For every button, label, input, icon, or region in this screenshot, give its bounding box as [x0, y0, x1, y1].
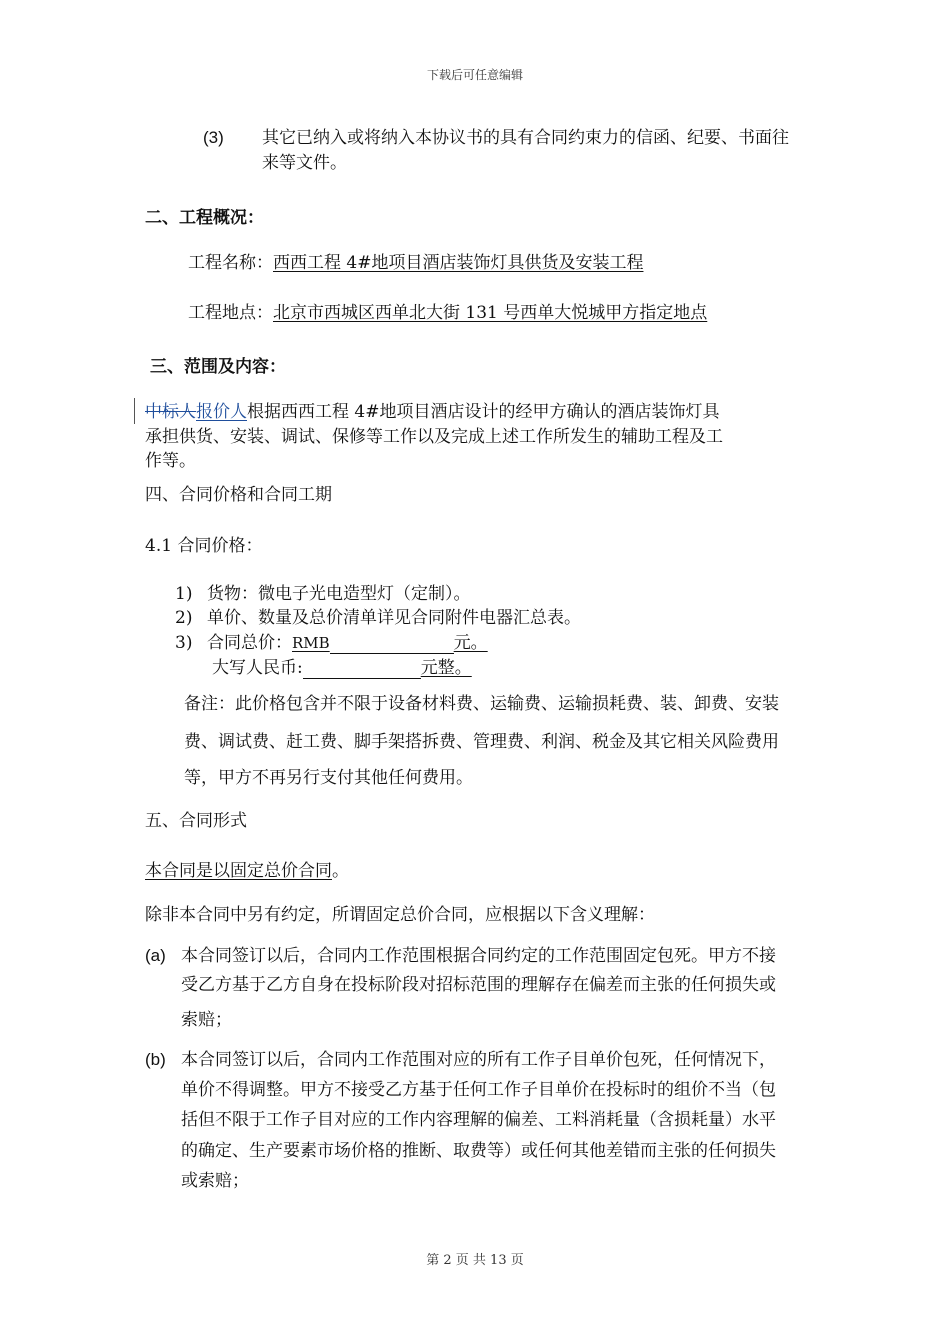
page-footer: 第 2 页 共 13 页 — [426, 1253, 524, 1268]
project-name-value: 西西工程 4#地项目酒店装饰灯具供货及安装工程 — [273, 253, 644, 273]
price-note-line2: 费、调试费、赶工费、脚手架搭拆费、管理费、利润、税金及其它相关风险费用 — [184, 732, 779, 752]
price-item-2-num: 2) — [175, 608, 193, 628]
fixed-price-row — [145, 860, 349, 882]
deleted-text: 中标人 — [145, 402, 196, 422]
clause-b-line5: 或索赔； — [181, 1171, 249, 1191]
clause-a-line3: 索赔； — [181, 1010, 232, 1030]
item-3-line2: 来等文件。 — [262, 153, 347, 173]
total-price-row — [207, 632, 488, 654]
project-name-row — [188, 252, 643, 274]
clause-b-line2: 单价不得调整。甲方不接受乙方基于任何工作子目单价在投标时的组价不当（包 — [181, 1080, 776, 1100]
project-name-label: 工程名称： — [188, 253, 273, 273]
page-header-note: 下载后可任意编辑 — [426, 68, 523, 82]
daxie-row — [212, 657, 472, 679]
clause-a-label: (a) — [145, 946, 166, 965]
project-site-label: 工程地点： — [188, 303, 273, 323]
daxie-suffix: 元整。 — [420, 658, 472, 678]
scope-line2: 承担供货、安装、调试、保修等工作以及完成上述工作所发生的辅助工程及工 — [145, 427, 723, 447]
section-5-title: 五、合同形式 — [145, 811, 247, 831]
price-note-line3: 等，甲方不再另行支付其他任何费用。 — [184, 768, 473, 788]
price-item-3-num: 3) — [175, 633, 193, 653]
section-2-title: 二、工程概况： — [145, 208, 264, 228]
section-3-title: 三、范围及内容： — [150, 357, 286, 377]
project-site-value: 北京市西城区西单北大街 131 号西单大悦城甲方指定地点 — [273, 303, 708, 323]
scope-line3: 作等。 — [145, 451, 196, 471]
clause-a-line2: 受乙方基于乙方自身在投标阶段对招标范围的理解存在偏差而主张的任何损失或 — [181, 975, 776, 995]
section-4-title: 四、合同价格和合同工期 — [145, 485, 332, 505]
total-price-label: 合同总价： — [207, 633, 292, 653]
section-4-1-title: 4.1 合同价格： — [145, 536, 263, 556]
clause-b-line1: 本合同签订以后，合同内工作范围对应的所有工作子目单价包死，任何情况下， — [181, 1050, 776, 1070]
item-3-label: (3) — [203, 128, 224, 147]
price-item-1-text: 货物：微电子光电造型灯（定制）。 — [207, 584, 471, 604]
total-price-rmb: RMB — [292, 634, 330, 652]
total-price-suffix: 元。 — [453, 633, 488, 653]
clause-a-line1: 本合同签订以后，合同内工作范围根据合同约定的工作范围固定包死。甲方不接 — [181, 946, 776, 966]
fixed-price-end: 。 — [332, 861, 349, 881]
fixed-price-intro: 除非本合同中另有约定，所谓固定总价合同，应根据以下含义理解： — [145, 905, 655, 925]
item-3-line1: 其它已纳入或将纳入本协议书的具有合同约束力的信函、纪要、书面往 — [262, 128, 789, 148]
price-note-line1: 备注：此价格包含并不限于设备材料费、运输费、运输损耗费、装、卸费、安装 — [184, 694, 779, 714]
price-item-1-num: 1) — [175, 584, 193, 604]
scope-line1-rest: 根据西西工程 4#地项目酒店设计的经甲方确认的酒店装饰灯具 — [247, 402, 720, 422]
scope-line1 — [145, 401, 719, 423]
fixed-price-text: 本合同是以固定总价合同 — [145, 861, 332, 881]
daxie-blank — [303, 660, 421, 679]
price-item-2-text: 单价、数量及总价清单详见合同附件电器汇总表。 — [207, 608, 581, 628]
clause-b-line3: 括但不限于工作子目对应的工作内容理解的偏差、工料消耗量（含损耗量）水平 — [181, 1110, 776, 1130]
revision-bar — [134, 398, 135, 424]
daxie-label: 大写人民币: — [212, 658, 303, 678]
project-site-row — [188, 302, 707, 324]
inserted-text: 报价人 — [196, 402, 247, 422]
total-price-blank — [330, 635, 454, 654]
clause-b-label: (b) — [145, 1050, 166, 1069]
clause-b-line4: 的确定、生产要素市场价格的推断、取费等）或任何其他差错而主张的任何损失 — [181, 1141, 776, 1161]
